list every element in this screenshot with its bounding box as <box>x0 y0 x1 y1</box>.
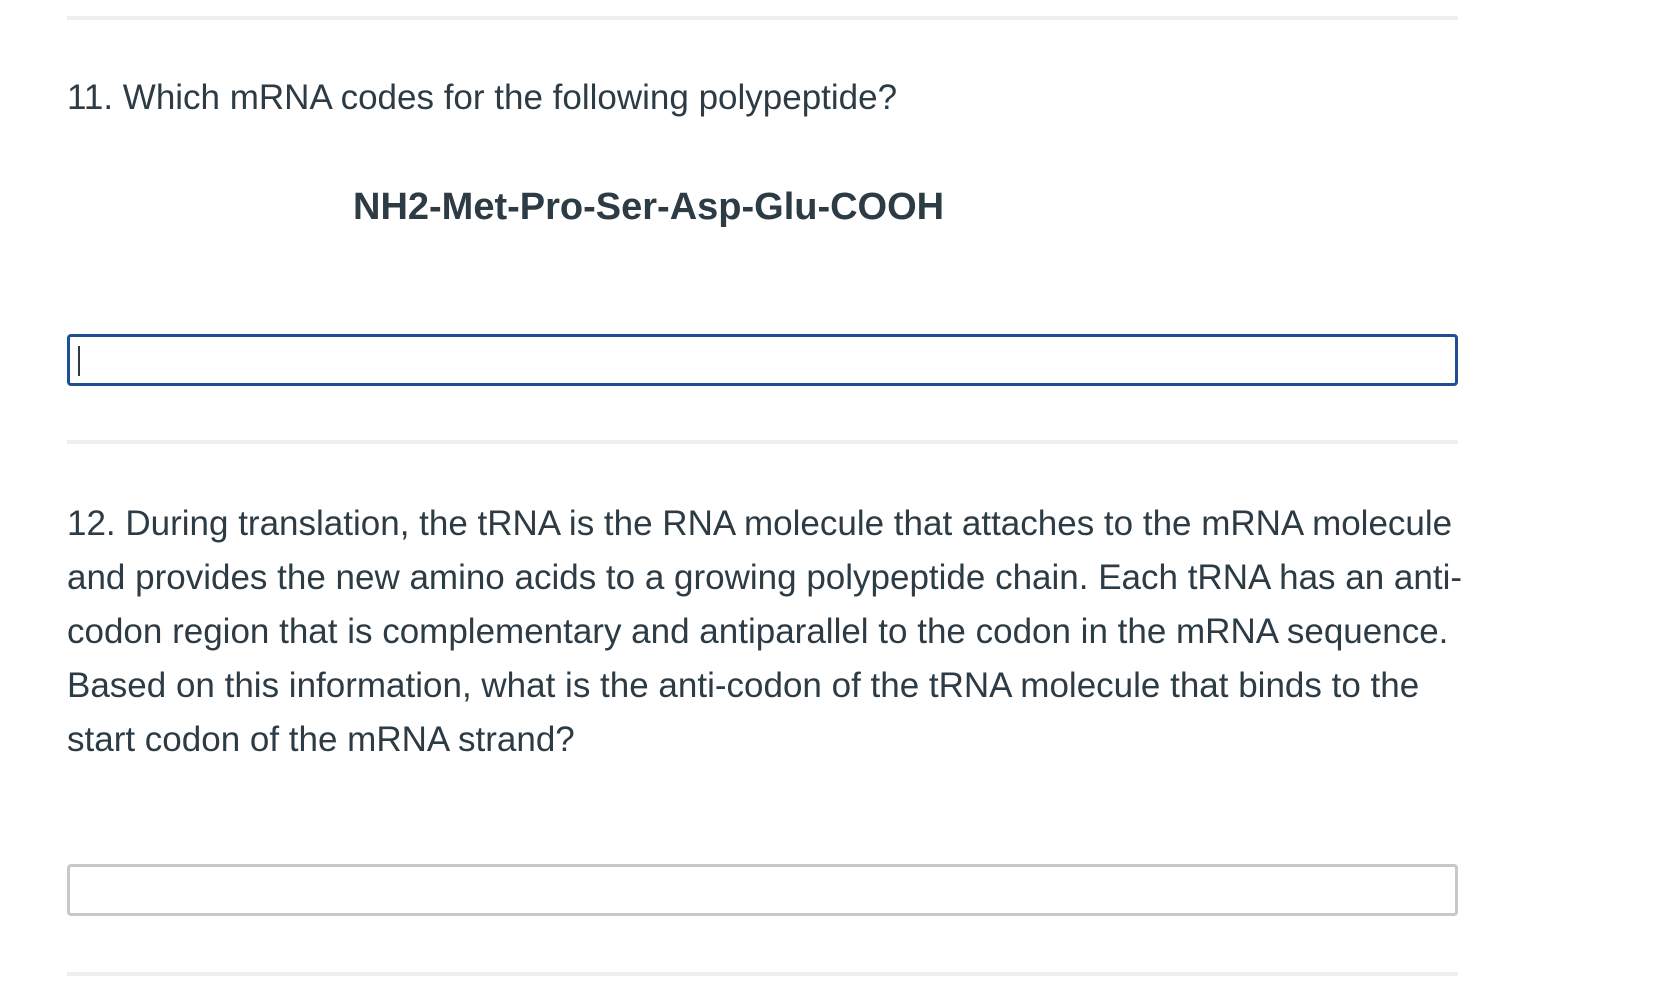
question-11-answer-input[interactable] <box>67 334 1458 386</box>
question-12-prompt: Based on this information, what is the anti-codon of the tRNA molecule that binds to the start codon of the mRNA strand? <box>67 666 1420 759</box>
question-11-text: 11. Which mRNA codes for the following polypeptide? <box>67 78 898 117</box>
question-divider <box>67 972 1458 976</box>
question-12-answer-input[interactable] <box>67 864 1458 916</box>
question-divider <box>67 440 1458 444</box>
question-divider <box>67 16 1458 20</box>
polypeptide-sequence: NH2-Met-Pro-Ser-Asp-Glu-COOH <box>353 186 945 228</box>
text-cursor <box>78 346 80 376</box>
question-12-text <box>67 497 1467 767</box>
question-12-paragraph: 12. During translation, the tRNA is the RNA molecule that attaches to the mRNA molecule and provides the new amino acids to a growing polypeptide chain. Each tRNA has an anti-codon region that is complementary and antiparallel to the codon in the mRNA sequence. <box>67 504 1463 651</box>
